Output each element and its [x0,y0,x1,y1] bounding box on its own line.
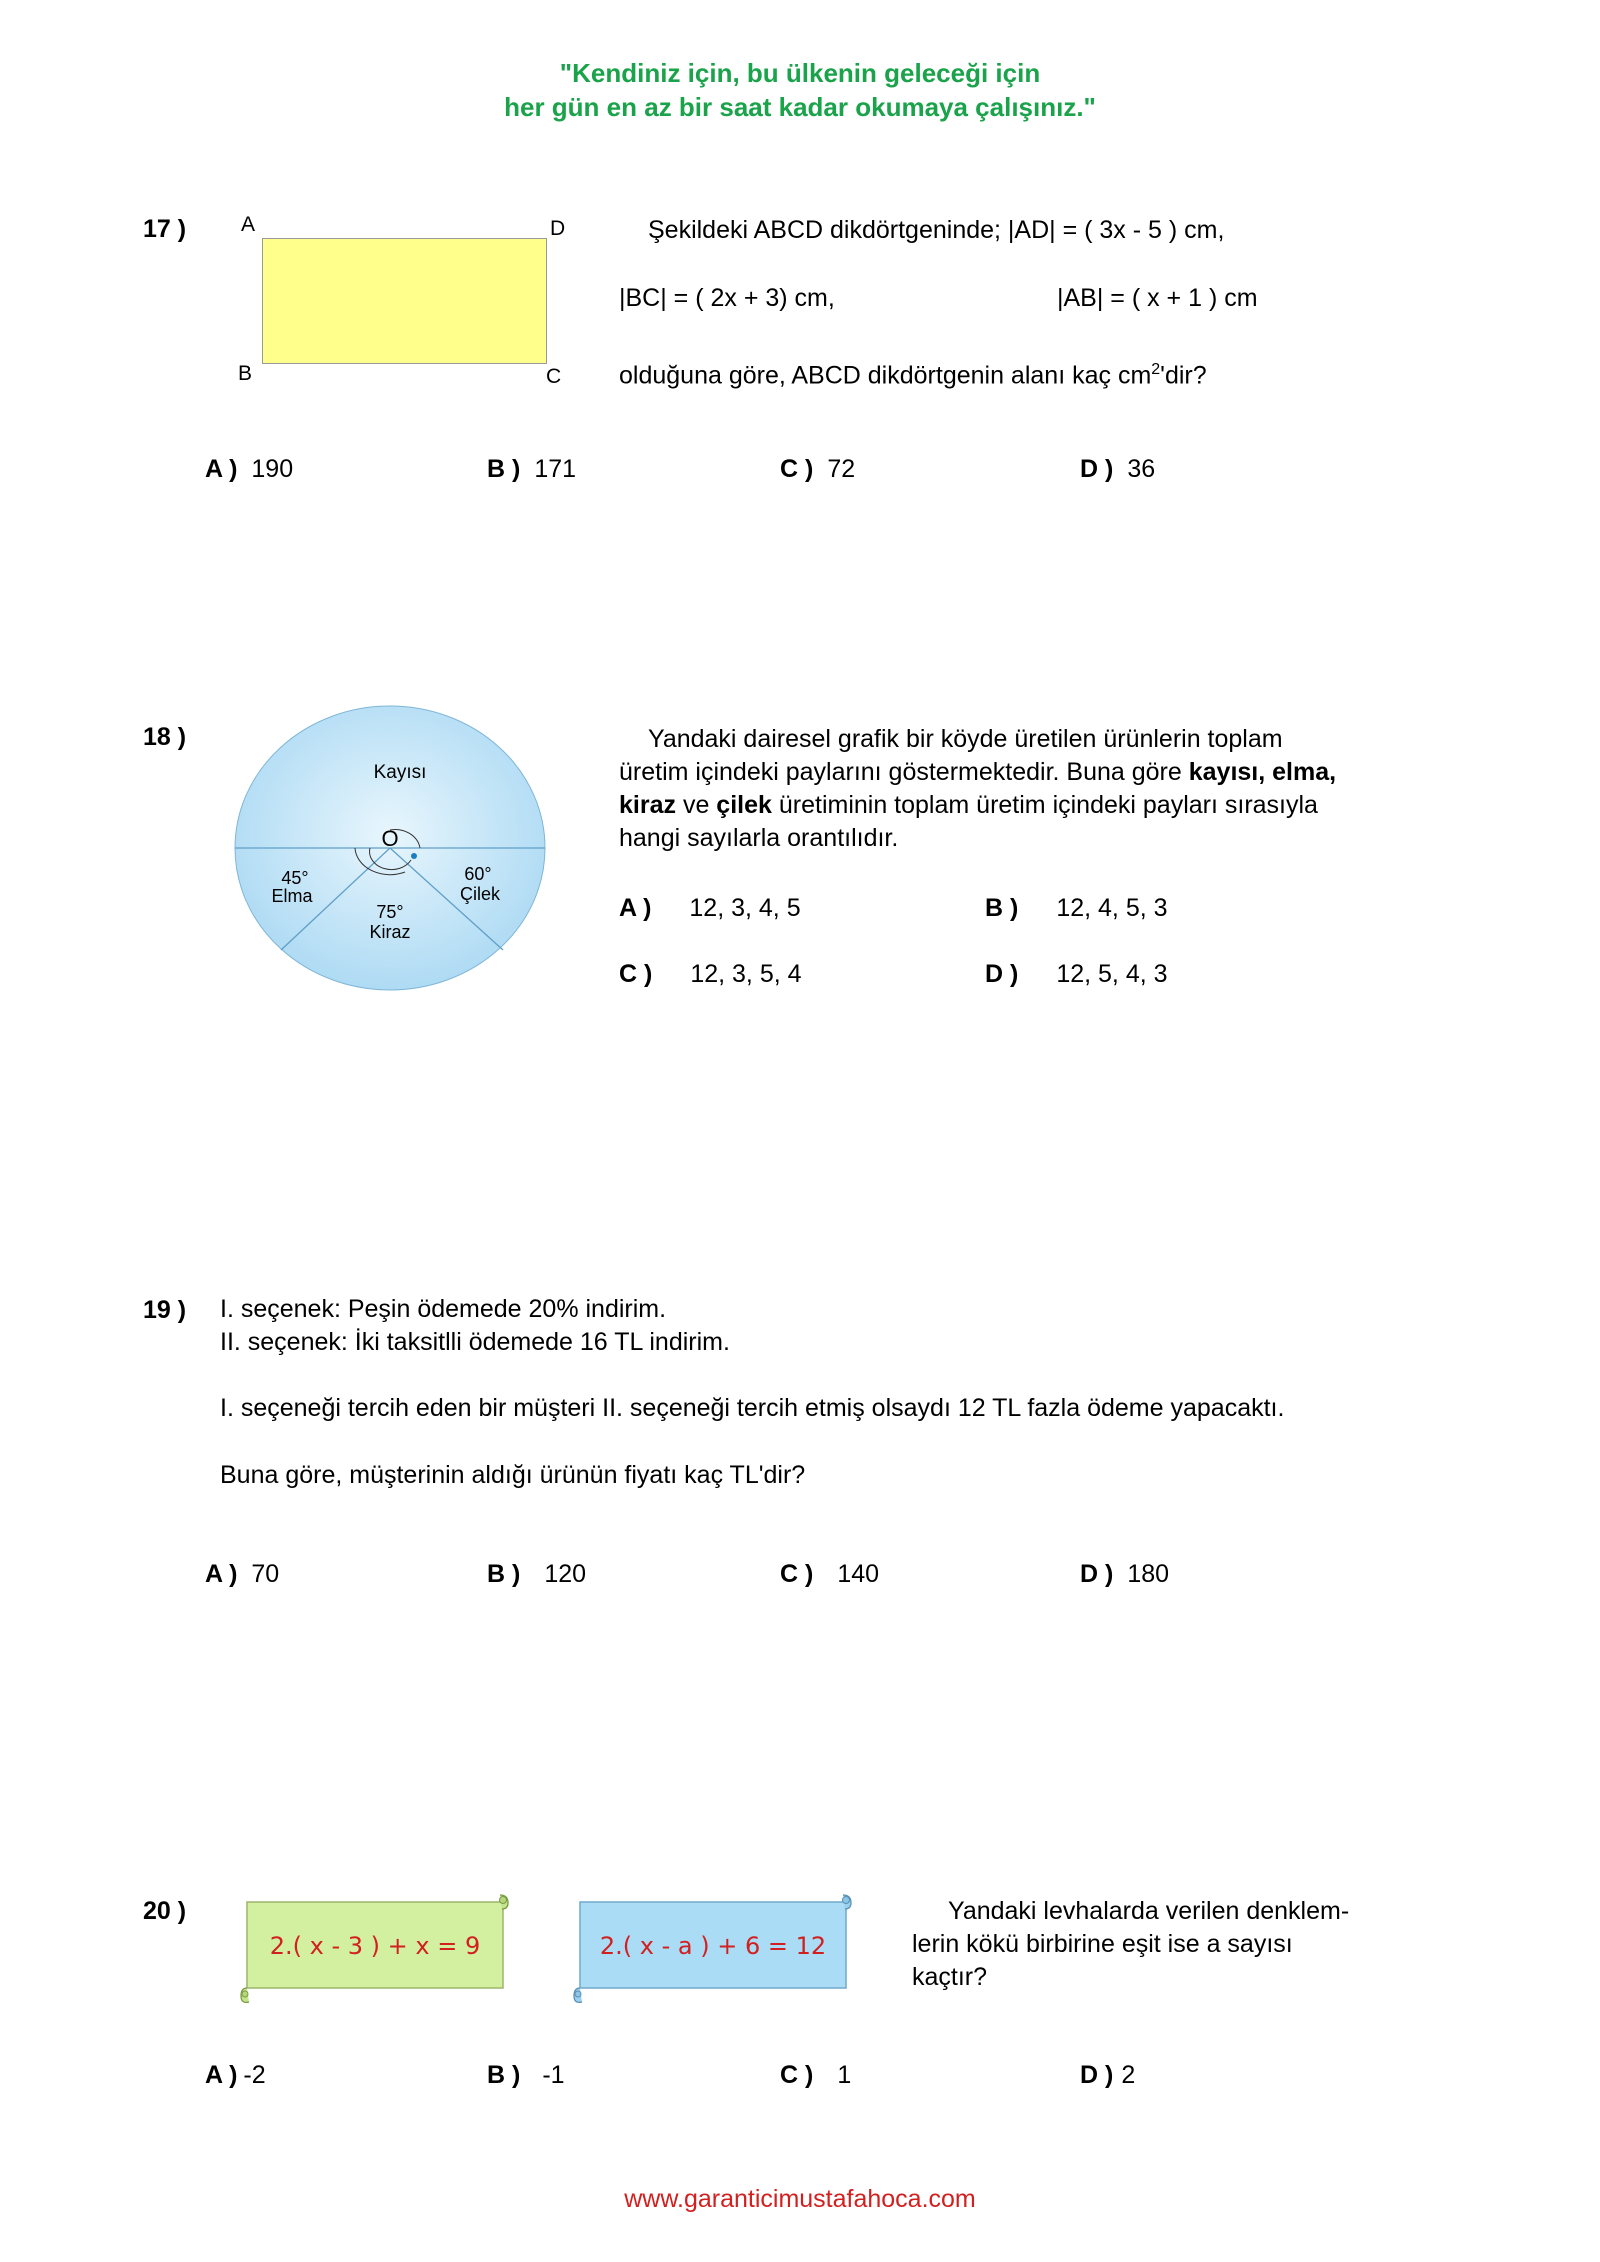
option-letter: A ) [205,2061,238,2089]
question-19-number: 19 ) [143,1296,187,1324]
option-letter: D ) [985,960,1019,988]
q19-option-b[interactable] [487,1560,586,1589]
q18-text-line-4: hangi sayılarla orantılıdır. [619,824,899,852]
q17-option-a[interactable] [205,455,293,484]
center-dot [411,853,417,859]
q17-line3-main: olduğuna göre, ABCD dikdörtgenin alanı kaç cm [619,361,1152,390]
option-letter: C ) [780,1560,814,1588]
q18-text-line-3 [619,788,1318,822]
option-value: 12, 3, 5, 4 [690,960,802,988]
q18-option-b[interactable] [985,894,1168,923]
q19-text-line-3: I. seçeneği tercih eden bir müşteri II. seçeneği tercih etmiş olsaydı 12 TL fazla ödeme yapacaktı. [220,1394,1285,1422]
question-20-number: 20 ) [143,1897,187,1925]
q18-cilek-bold: çilek [716,791,772,819]
scroll-knob-bottom [575,1991,581,1997]
option-value: 180 [1127,1560,1170,1588]
pie-label-kiraz: Kiraz [369,922,411,942]
pie-center-label: O [381,826,399,851]
option-letter: A ) [205,455,238,483]
vertex-b-label: B [238,362,253,385]
option-letter: A ) [205,1560,238,1588]
rectangle-abcd-figure [262,238,547,364]
q18-text-line-2 [619,755,1336,789]
q17-line3-sup: 2 [1151,361,1161,378]
option-value: 1 [837,2061,852,2089]
motto-line-2: her gün en az bir saat kadar okumaya çalışınız." [504,92,1096,122]
q19-option-c[interactable] [780,1560,879,1589]
pie-label-elma: Elma [271,886,313,906]
sign-1-equation: 2.( x - 3 ) + x = 9 [269,1932,481,1960]
option-value: -2 [243,2061,266,2089]
q19-text-line-1: I. seçenek: Peşin ödemede 20% indirim. [220,1295,667,1323]
q20-option-c[interactable] [780,2061,851,2090]
q18-text-line-1: Yandaki dairesel grafik bir köyde üretilen ürünlerin toplam [648,725,1283,753]
option-value: -1 [542,2061,565,2089]
q18-ve: ve [682,791,710,819]
q18-kiraz-bold: kiraz [619,791,676,819]
q18-option-a[interactable] [619,894,801,923]
option-letter: C ) [780,2061,814,2089]
q20-text-line-2: lerin kökü birbirine eşit ise a sayısı [912,1930,1293,1958]
option-value: 190 [251,455,294,483]
q20-option-d[interactable] [1080,2061,1135,2090]
q17-text-line-3 [619,353,1207,392]
equation-sign-2 [568,1890,858,2005]
option-value: 36 [1127,455,1156,483]
q19-text-line-2: II. seçenek: İki taksitlli ödemede 16 TL indirim. [220,1328,730,1356]
option-letter: B ) [985,894,1019,922]
option-value: 12, 4, 5, 3 [1056,894,1168,922]
q19-text-line-4: Buna göre, müşterinin aldığı ürünün fiyatı kaç TL'dir? [220,1461,806,1489]
q20-text-line-1: Yandaki levhalarda verilen denklem- [948,1897,1350,1925]
option-value: 12, 3, 4, 5 [689,894,801,922]
option-letter: B ) [487,1560,521,1588]
footer-website-link[interactable]: www.garanticimustafahoca.com [624,2185,976,2213]
vertex-c-label: C [546,365,562,388]
q18-line2-bold: kayısı, elma, [1188,758,1337,786]
pie-label-cilek-degree: 60° [464,864,492,884]
scroll-knob-top [500,1897,507,1904]
pie-label-kayisi: Kayısı [373,762,427,783]
q17-text-ab: |AB| = ( x + 1 ) cm [1057,284,1258,312]
q17-option-d[interactable] [1080,455,1155,484]
option-value: 12, 5, 4, 3 [1056,960,1168,988]
q18-option-d[interactable] [985,960,1168,989]
q17-line3-end: 'dir? [1160,361,1207,390]
scroll-knob-bottom [242,1991,248,1997]
q17-text-line-1: Şekildeki ABCD dikdörtgeninde; |AD| = ( 3x - 5 ) cm, [648,216,1225,244]
motto-line-1: "Kendiniz için, bu ülkenin geleceği için [559,58,1041,88]
option-value: 171 [534,455,577,483]
q18-line2-main: üretim içindeki paylarını göstermektedir. Buna göre [619,758,1182,786]
q17-option-b[interactable] [487,455,576,484]
option-value: 120 [544,1560,587,1588]
option-value: 70 [251,1560,280,1588]
option-value: 72 [827,455,856,483]
option-letter: C ) [619,960,653,988]
scroll-knob-top [843,1897,850,1904]
option-letter: D ) [1080,1560,1114,1588]
q18-option-c[interactable] [619,960,802,989]
q19-option-d[interactable] [1080,1560,1169,1589]
pie-label-kiraz-degree: 75° [376,902,404,922]
pie-chart [225,700,555,1000]
question-18-number: 18 ) [143,723,187,751]
pie-label-elma-degree: 45° [281,868,309,888]
question-17-number: 17 ) [143,215,187,243]
option-letter: B ) [487,455,521,483]
vertex-d-label: D [550,217,566,240]
option-value: 2 [1121,2061,1136,2089]
q19-option-a[interactable] [205,1560,279,1589]
q20-option-b[interactable] [487,2061,565,2090]
equation-sign-1 [235,1890,515,2005]
option-letter: D ) [1080,455,1114,483]
q17-option-c[interactable] [780,455,855,484]
q20-option-a[interactable] [205,2061,266,2090]
option-letter: A ) [619,894,652,922]
pie-label-cilek: Çilek [459,884,501,904]
option-letter: B ) [487,2061,521,2089]
q20-text-line-3: kaçtır? [912,1963,988,1991]
option-value: 140 [837,1560,880,1588]
q17-text-bc: |BC| = ( 2x + 3) cm, [619,284,835,312]
sign-2-equation: 2.( x - a ) + 6 = 12 [599,1932,827,1960]
option-letter: D ) [1080,2061,1114,2089]
option-letter: C ) [780,455,814,483]
q18-line3-rest: üretiminin toplam üretim içindeki payları sırasıyla [778,791,1318,819]
vertex-a-label: A [241,213,256,236]
